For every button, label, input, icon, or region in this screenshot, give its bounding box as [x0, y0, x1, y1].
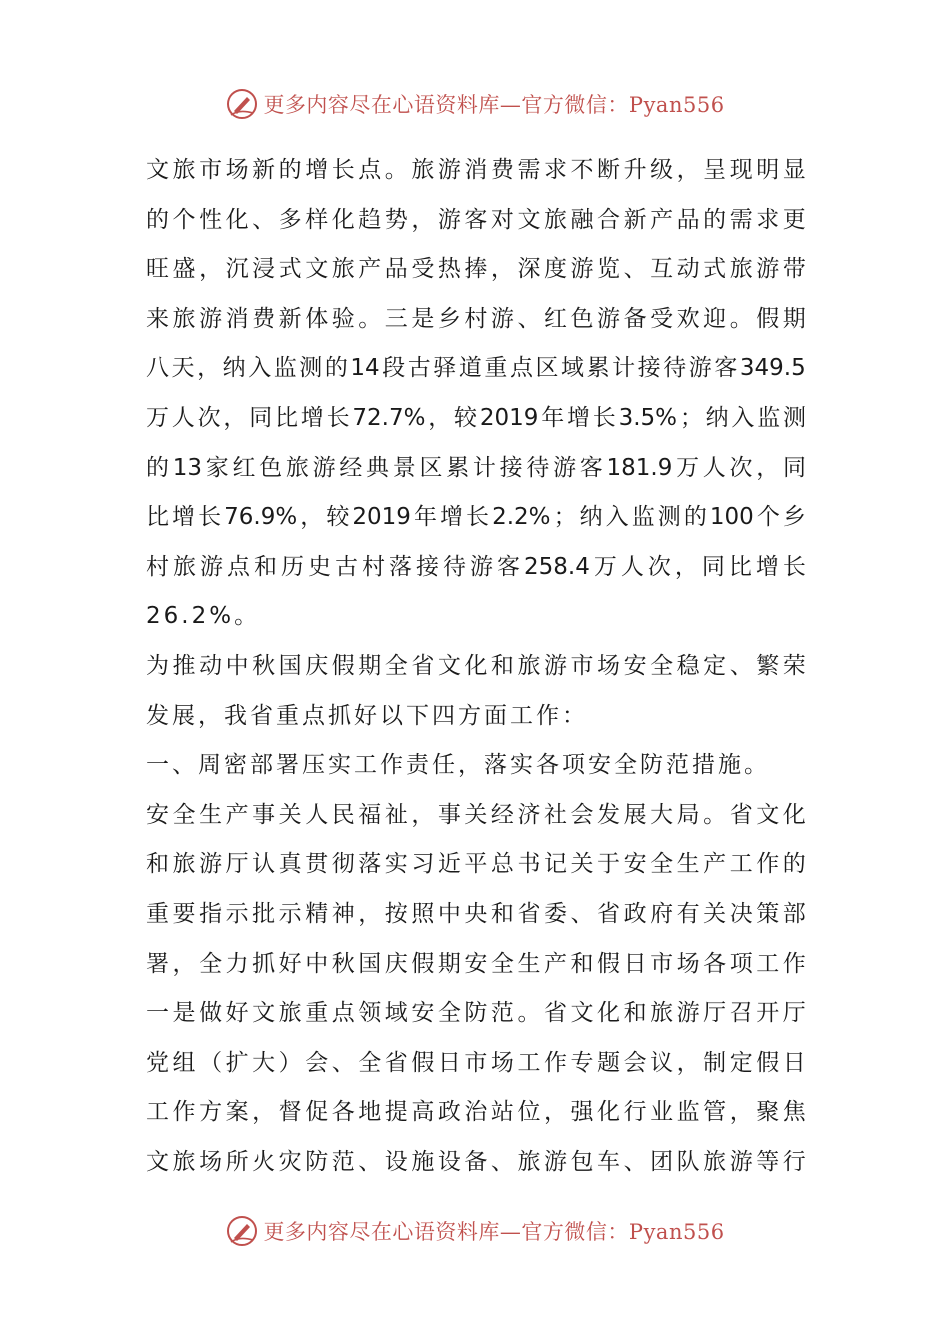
text-line: 来 旅 游 消 费 新 体 验 。 三 是 乡 村 游 、 红 色 游 备 受 欢 迎 。 假 期 [146, 305, 806, 332]
text-line: 八 天 ， 纳 入 监 测 的 14 段 古 驿 道 重 点 区 域 累 计 接 待 游 客 349.5 [146, 355, 806, 382]
pen-scroll-logo-icon [225, 1214, 259, 1248]
text-line: 署 ， 全 力 抓 好 中 秋 国 庆 假 期 安 全 生 产 和 假 日 市 场 各 项 工 作 [146, 950, 806, 977]
text-line: 比 增 长 76.9% ， 较 2019 年 增 长 2.2% ； 纳 入 监 测 的 100 个 乡 [146, 504, 806, 531]
text-line: 重 要 指 示 批 示 精 神 ， 按 照 中 央 和 省 委 、 省 政 府 有 关 决 策 部 [146, 900, 806, 927]
footer-banner [0, 1211, 950, 1251]
text-line: 一 是 做 好 文 旅 重 点 领 域 安 全 防 范 。 省 文 化 和 旅 游 厅 召 开 厅 [146, 1000, 806, 1027]
text-line: 党 组 （ 扩 大 ） 会 、 全 省 假 日 市 场 工 作 专 题 会 议 ， 制 定 假 日 [146, 1049, 806, 1076]
text-line: 发展，我省重点抓好以下四方面工作： [146, 702, 588, 729]
text-line: 万 人 次 ， 同 比 增 长 72.7% ， 较 2019 年 增 长 3.5% ； 纳 入 监 测 [146, 404, 806, 431]
text-line: 26.2%。 [146, 603, 261, 630]
document-body [146, 146, 806, 1187]
header-banner-text: 更多内容尽在心语资料库—官方微信：Pyan556 [263, 93, 725, 117]
text-line: 为 推 动 中 秋 国 庆 假 期 全 省 文 化 和 旅 游 市 场 安 全 稳 定 、 繁 荣 [146, 652, 806, 679]
text-line: 一、周密部署压实工作责任，落实各项安全防范措施。 [146, 752, 770, 779]
text-line: 文 旅 场 所 火 灾 防 范 、 设 施 设 备 、 旅 游 包 车 、 团 队 旅 游 等 行 [146, 1148, 806, 1175]
text-line: 村 旅 游 点 和 历 史 古 村 落 接 待 游 客 258.4 万 人 次 ， 同 比 增 长 [146, 553, 806, 580]
footer-banner-text: 更多内容尽在心语资料库—官方微信：Pyan556 [263, 1220, 725, 1244]
header-banner [0, 84, 950, 124]
text-line: 工 作 方 案 ， 督 促 各 地 提 高 政 治 站 位 ， 强 化 行 业 监 管 ， 聚 焦 [146, 1099, 806, 1126]
pen-scroll-logo-icon [225, 87, 259, 121]
text-line: 的 13 家 红 色 旅 游 经 典 景 区 累 计 接 待 游 客 181.9 万 人 次 ， 同 [146, 454, 806, 481]
text-line: 安 全 生 产 事 关 人 民 福 祉 ， 事 关 经 济 社 会 发 展 大 局 。 省 文 化 [146, 801, 806, 828]
text-line: 文 旅 市 场 新 的 增 长 点 。 旅 游 消 费 需 求 不 断 升 级 ， 呈 现 明 显 [146, 157, 806, 183]
text-line: 的 个 性 化 、 多 样 化 趋 势 ， 游 客 对 文 旅 融 合 新 产 品 的 需 求 更 [146, 206, 806, 233]
text-line: 和 旅 游 厅 认 真 贯 彻 落 实 习 近 平 总 书 记 关 于 安 全 生 产 工 作 的 [146, 851, 806, 878]
text-line: 旺 盛 ， 沉 浸 式 文 旅 产 品 受 热 捧 ， 深 度 游 览 、 互 动 式 旅 游 带 [146, 256, 806, 283]
